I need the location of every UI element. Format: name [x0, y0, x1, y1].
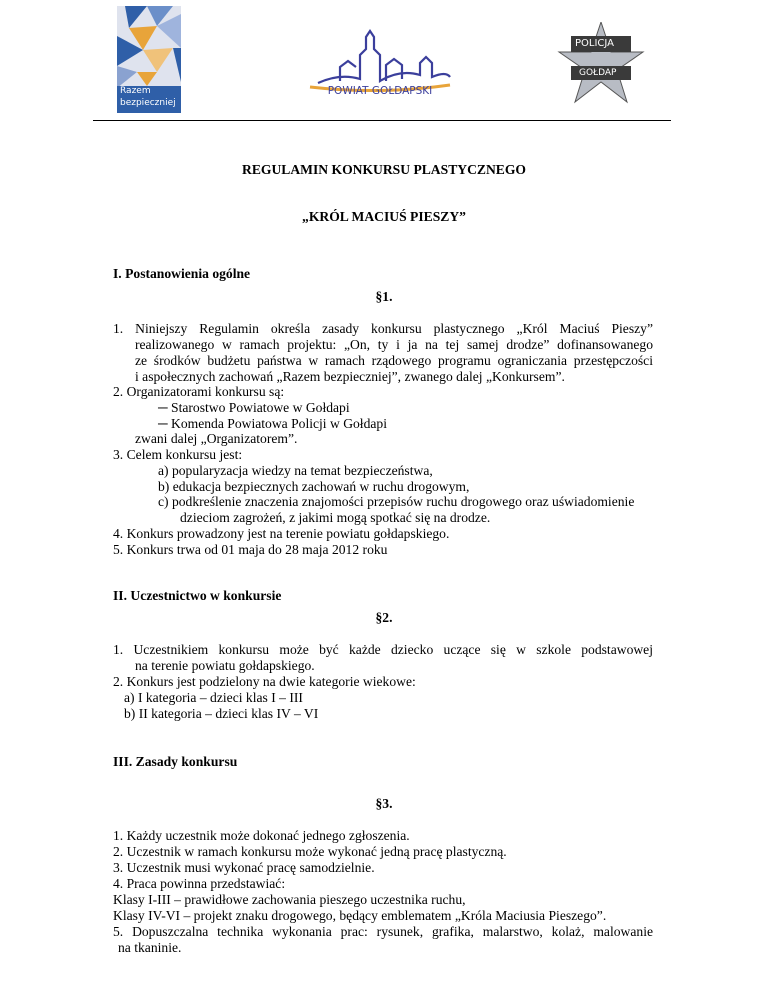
section-2-paragraph-mark: §2. [375, 610, 393, 625]
s2-line-5: b) II kategoria – dzieci klas IV – VI [124, 706, 319, 721]
s1-line-3: ze środków budżetu państwa w ramach rządowego programu ograniczania przestępczości [135, 353, 653, 368]
s3-line-8: na tkaninie. [118, 940, 182, 955]
s1-line-15: 5. Konkurs trwa od 01 maja do 28 maja 2012 roku [113, 542, 388, 557]
s1-line-9: 3. Celem konkursu jest: [113, 447, 243, 462]
s3-line-2: 2. Uczestnik w ramach konkursu może wykonać jedną pracę plastyczną. [113, 844, 507, 859]
logo-text-bezpieczniej: bezpieczniej [120, 98, 176, 108]
policja-label: POLICJA [575, 38, 615, 49]
s1-line-7: ─ Komenda Powiatowa Policji w Gołdapi [158, 416, 387, 431]
s2-line-2: na terenie powiatu gołdapskiego. [135, 658, 315, 673]
s2-line-3: 2. Konkurs jest podzielony na dwie kategorie wiekowe: [113, 674, 416, 689]
policja-goldap-logo [557, 22, 645, 110]
powiat-goldapski-logo [300, 25, 460, 105]
s1-line-2: realizowanego w ramach projektu: „On, ty i ja na tej samej drodze” dofinansowanego [135, 337, 653, 352]
s1-line-8: zwani dalej „Organizatorem”. [135, 431, 298, 446]
s1-line-13: dzieciom zagrożeń, z jakimi mogą spotkać się na drodze. [180, 510, 491, 525]
s3-line-3: 3. Uczestnik musi wykonać pracę samodzielnie. [113, 860, 375, 875]
section-1-heading: I. Postanowienia ogólne [113, 266, 251, 281]
s1-line-4: i aspołecznych zachowań „Razem bezpieczniej”, zwanego dalej „Konkursem”. [135, 369, 565, 384]
section-1-paragraph-mark: §1. [375, 289, 393, 304]
s3-line-7: 5. Dopuszczalna technika wykonania prac: rysunek, grafika, malarstwo, kolaż, malowanie [113, 924, 653, 939]
s3-line-1: 1. Każdy uczestnik może dokonać jednego zgłoszenia. [113, 828, 410, 843]
goldap-label: GOŁDAP [579, 68, 617, 78]
document-title: REGULAMIN KONKURSU PLASTYCZNEGO [242, 162, 526, 177]
razem-bezpieczniej-logo [117, 6, 181, 113]
header-divider [93, 120, 671, 121]
document-subtitle: „KRÓL MACIUŚ PIESZY” [302, 209, 466, 224]
s1-line-12: c) podkreślenie znaczenia znajomości przepisów ruchu drogowego oraz uświadomienie [158, 494, 635, 509]
s1-line-5: 2. Organizatorami konkursu są: [113, 384, 285, 399]
powiat-logo-text: POWIAT GOŁDAPSKI [327, 85, 433, 97]
s2-line-1: 1. Uczestnikiem konkursu może być każde dziecko uczące się w szkole podstawowej [113, 642, 653, 657]
s1-line-14: 4. Konkurs prowadzony jest na terenie powiatu gołdapskiego. [113, 526, 450, 541]
s3-line-4: 4. Praca powinna przedstawiać: [113, 876, 286, 891]
s1-line-11: b) edukacja bezpiecznych zachowań w ruchu drogowym, [158, 479, 470, 494]
section-3-paragraph-mark: §3. [375, 796, 393, 811]
s2-line-4: a) I kategoria – dzieci klas I – III [124, 690, 303, 705]
s1-line-10: a) popularyzacja wiedzy na temat bezpieczeństwa, [158, 463, 433, 478]
section-3-heading: III. Zasady konkursu [113, 754, 238, 769]
s1-line-1: 1. Niniejszy Regulamin określa zasady konkursu plastycznego „Król Maciuś Pieszy” [113, 321, 653, 336]
s3-line-5: Klasy I-III – prawidłowe zachowania pieszego uczestnika ruchu, [113, 892, 466, 907]
logo-text-razem: Razem [120, 86, 151, 96]
s1-line-6: ─ Starostwo Powiatowe w Gołdapi [158, 400, 350, 415]
section-2-heading: II. Uczestnictwo w konkursie [113, 588, 282, 603]
s3-line-6: Klasy IV-VI – projekt znaku drogowego, będący emblematem „Króla Maciusia Pieszego”. [113, 908, 607, 923]
